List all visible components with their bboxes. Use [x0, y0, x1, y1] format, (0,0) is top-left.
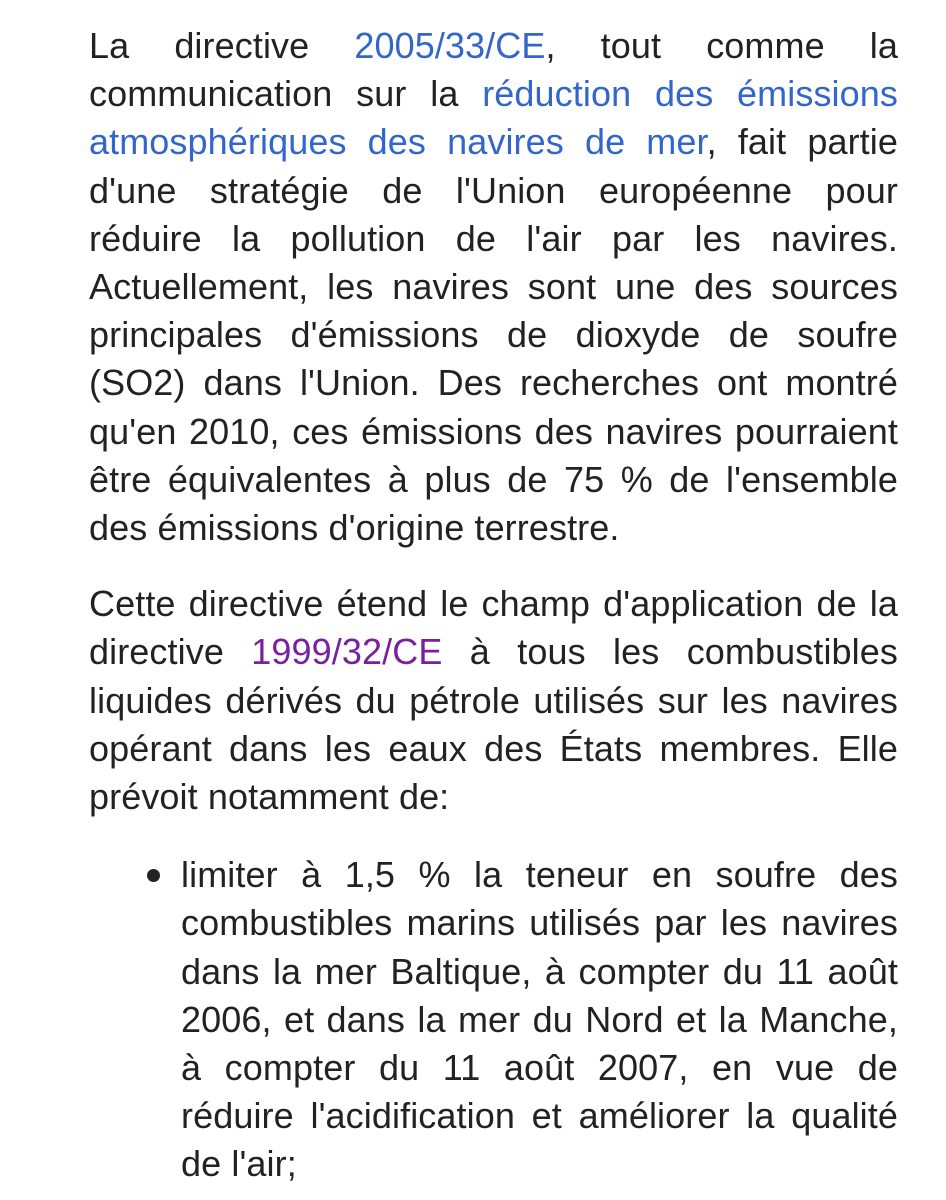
paragraph1-text-end: , fait partie d'une stratégie de l'Union européenne pour réduire la pollution de l'air par les navires. Actuellement, les navires sont une des sources principales d'émissions de dioxyde de soufre (SO2) dans l'Union. Des recherches ont montré qu'en 2010, ces émissions des navires pourraient être équivalentes à plus de 75 % de l'ensemble des émissions d'origine terrestre. — [89, 121, 898, 549]
list-item-text: limiter à 1,5 % la teneur en soufre des combustibles marins utilisés par les navires dans la mer Baltique, à compter du 11 août 2006, et dans la mer du Nord et la Manche, à compter du 11 août 2007, en vue de réduire l'acidification et améliorer la qualité de l'air; — [181, 854, 898, 1185]
list-item — [181, 851, 898, 1188]
measures-list — [89, 851, 898, 1188]
paragraph-scope-extension — [89, 580, 898, 821]
article-content — [89, 22, 898, 1189]
link-directive-2005-33-ce[interactable]: 2005/33/CE — [354, 25, 546, 66]
paragraph1-text-middle: , tout comme la communication sur la — [89, 25, 898, 115]
paragraph2-text-end: à tous les combustibles liquides dérivés du pétrole utilisés sur les navires opérant dans les eaux des États membres. Elle prévoit notamment de: — [89, 631, 898, 818]
paragraph1-text-start: La directive — [89, 25, 355, 66]
link-directive-1999-32-ce[interactable]: 1999/32/CE — [251, 631, 443, 673]
paragraph2-text-start: Cette directive étend le champ d'application de la directive — [89, 583, 898, 673]
link-reduction-emissions-navires[interactable]: réduction des émissions atmosphériques des navires de mer — [89, 73, 898, 163]
paragraph-directive-2005 — [89, 22, 898, 552]
bullet-icon — [147, 869, 160, 882]
